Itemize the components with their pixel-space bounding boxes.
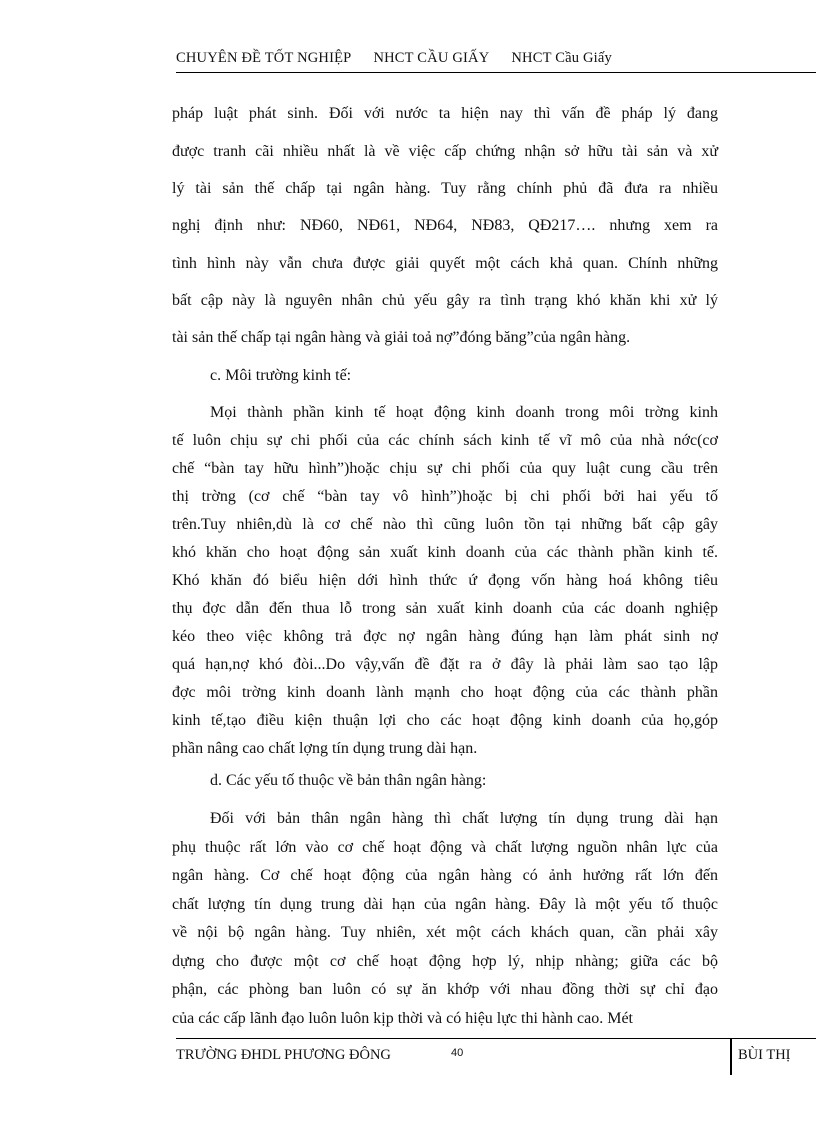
text-line: được tranh cãi nhiều nhất là về việc cấp chứng nhận sở hữu tài sản và xử [172,143,718,160]
text-line: Khó khăn đó biểu hiện dới hình thức ứ đọng vốn hàng hoá không tiêu [172,572,718,589]
page-footer [176,1038,816,1075]
text-line: chế “bàn tay hữu hình”)hoặc chịu sự chi phối của quy luật cung cầu trên [172,460,718,477]
text-line: thụ đợc dẫn đến thua lỗ trong sản xuất kinh doanh của các doanh nghiệp [172,600,718,617]
text-line: Mọi thành phần kinh tế hoạt động kinh doanh trong môi trờng kinh [210,404,718,421]
page-header [176,50,816,73]
text-line: tế luôn chịu sự chi phối của các chính sách kinh tế vĩ mô của nhà nớc(cơ [172,432,718,449]
header-title: CHUYÊN ĐỀ TỐT NGHIỆP [176,50,352,66]
text-line: pháp luật phát sinh. Đối với nước ta hiện nay thì vấn đề pháp lý đang [172,105,718,122]
text-line: khó khăn cho hoạt động sản xuất kinh doanh của các thành phần kinh tế. [172,544,718,561]
footer-author: BÙI THỊ [738,1047,791,1063]
text-line: dựng cho được một cơ chế hoạt động hợp lý, nhịp nhàng; giữa các bộ [172,952,718,970]
text-line: tài sản thế chấp tại ngân hàng và giải toả nợ”đóng băng”của ngân hàng. [172,329,631,346]
header-branch-upper: NHCT CẦU GIẤY [373,50,490,66]
text-line: Đối với bản thân ngân hàng thì chất lượng tín dụng trung dài hạn [210,810,718,827]
text-line: bất cập này là nguyên nhân chủ yếu gây ra tình trạng khó khăn khi xử lý [172,292,718,309]
text-line: tình hình này vẫn chưa được giải quyết một cách khả quan. Chính những [172,255,718,272]
page-number: 40 [451,1047,464,1059]
text-line: phần nâng cao chất lợng tín dụng trung dài hạn. [172,740,478,757]
text-line: đợc môi trờng kinh doanh lành mạnh cho hoạt động của các thành phần [172,684,718,701]
text-line: thị trờng (cơ chế “bàn tay vô hình”)hoặc bị chi phối bởi hai yếu tố [172,488,718,505]
section-heading-c: c. Môi trường kinh tế: [210,367,352,384]
text-line: kéo theo việc không trả đợc nợ ngân hàng đúng hạn làm phát sinh nợ [172,628,718,645]
text-line: phận, các phòng ban luôn có sự ăn khớp với nhau đồng thời sự chỉ đạo [172,981,718,998]
text-line: lý tài sản thế chấp tại ngân hàng. Tuy rằng chính phủ đã đưa ra nhiều [172,180,718,197]
section-heading-d: d. Các yếu tố thuộc về bản thân ngân hàng: [210,772,487,789]
text-line: trên.Tuy nhiên,dù là cơ chế nào thì cũng luôn tồn tại những bất cập gây [172,516,718,533]
text-line: kinh tế,tạo điều kiện thuận lợi cho các hoạt động kinh doanh của họ,góp [172,712,718,729]
header-branch: NHCT Cầu Giấy [511,50,612,66]
text-line: ngân hàng. Cơ chế hoạt động của ngân hàng có ảnh hưởng rất lớn đến [172,867,718,884]
footer-divider [730,1039,732,1075]
text-line: chất lượng tín dụng trung dài hạn của ngân hàng. Đây là một yếu tố thuộc [172,895,718,913]
footer-school: TRƯỜNG ĐHDL PHƯƠNG ĐÔNG [176,1047,391,1063]
text-line: quá hạn,nợ khó đòi...Do vậy,vấn đề đặt ra ở đây là phải làm sao tạo lập [172,656,718,673]
text-line: nghị định như: NĐ60, NĐ61, NĐ64, NĐ83, QĐ217…. nhưng xem ra [172,217,718,234]
text-line: phụ thuộc rất lớn vào cơ chế hoạt động và chất lượng nguồn nhân lực của [172,838,718,856]
text-line: về nội bộ ngân hàng. Tuy nhiên, xét một cách khách quan, cần phải xây [172,924,718,941]
text-line: của các cấp lãnh đạo luôn luôn kịp thời và có hiệu lực thi hành cao. Mét [172,1009,633,1027]
